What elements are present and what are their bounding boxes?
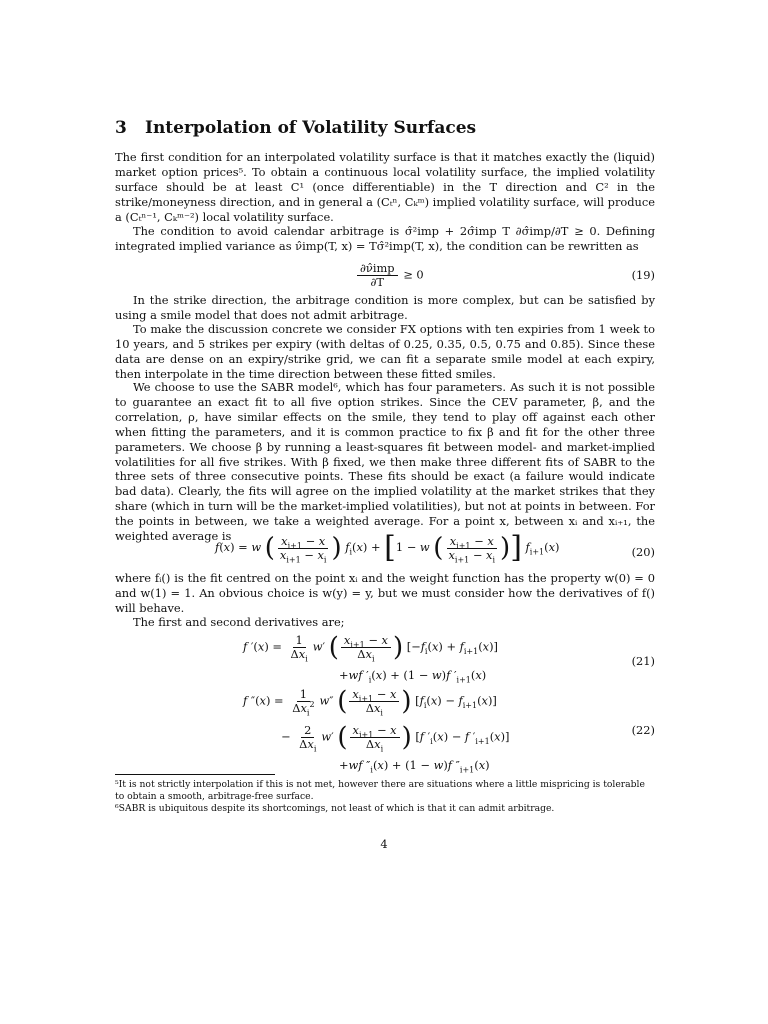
eq22-line-3: +wf $''_i(x) + (1 - w)f$ $''_{i+1}(x)$ bbox=[339, 758, 490, 775]
footnote-5: ⁵It is not strictly interpolation if this is not met, however there are situations where a little mispricing is tolerable to obtain a smooth, arbitrage-free surface. bbox=[115, 779, 645, 802]
paragraph-6: where fᵢ() is the fit centred on the point xᵢ and the weight function has the property w(0) = 0 and w(1) = 1. An obvious choice is w(y) = y, but we must consider how the derivatives of f() will behave. bbox=[115, 571, 655, 615]
eq19-rhs: ≥ 0 bbox=[403, 267, 424, 282]
eq22-line-1: f ″(x) = $\frac{1}{\Delta x_i^2}$ w″ ( $\frac{x_{i+1} - x}{\Delta x_i}$ ) $[f_i(x) - f_{i+1}(x)]$ bbox=[243, 686, 497, 718]
eq20-body: f(x) = w ( $\frac{x_{i+1} - x}{x_{i+1} - x_i}$ ) $f_i(x) + [1 - w$ ( $\frac{x_{i+1} - x}{x_{i+1} - x_i}$ )] $f_{i+1}(x)$ bbox=[215, 530, 560, 565]
equation-22 bbox=[115, 688, 655, 774]
paragraph-1: The first condition for an interpolated volatility surface is that it matches exactly the (liquid) market option prices⁵. To obtain a continuous local volatility surface, the implied volatility surface should be at least C¹ (once differentiable) in the T direction and C² in the strike/moneyness direction, and in general a (Cₜⁿ, Cₖᵐ) implied volatility surface, will produce a (Cₜⁿ⁻¹, Cₖᵐ⁻²) local volatility surface. bbox=[115, 150, 655, 224]
equation-number-22: (22) bbox=[631, 723, 655, 737]
footnote-6: ⁶SABR is ubiquitous despite its shortcomings, not least of which is that it can admit arbitrage. bbox=[115, 803, 555, 814]
paragraph-4: To make the discussion concrete we consider FX options with ten expiries from 1 week to 10 years, and 5 strikes per expiry (with deltas of 0.25, 0.35, 0.5, 0.75 and 0.85). Since these data are dense on an expiry/strike grid, we can fit a separate smile model at each expiry, then interpolate in the time direction between these fitted smiles. bbox=[115, 322, 655, 381]
eq21-line-1: f ′(x) = $\frac{1}{\Delta x_i}$ w′ ( $\frac{x_{i+1} - x}{\Delta x_i}$ ) $[-f_i(x) + f_{i+1}(x)]$ bbox=[243, 632, 498, 664]
eq22-line-2: − $\frac{2}{\Delta x_i}$ w′ ( $\frac{x_{i+1} - x}{\Delta x_i}$ ) [f $'_i(x) - f$ $'_{i+1}(x)$] bbox=[281, 722, 510, 754]
section-number: 3 bbox=[115, 118, 127, 138]
paragraph-5: We choose to use the SABR model⁶, which has four parameters. As such it is not possible to guarantee an exact fit to all five option strikes. Since the CEV parameter, β, and the correlation, ρ, have similar effects on the smile, they tend to play off against each other when fitting the parameters, and it is common practice to fix β and fit for the other three parameters. We choose β by running a least-squares fit between model- and market-implied volatilities for all five strikes. With β fixed, we then make three different fits of SABR to the three sets of three consecutive points. These fits should be exact (a failure would indicate bad data). Clearly, the fits will agree on the implied volatility at the market strikes that they share (which in turn will be the market-implied volatilities), but not at points in between. For the points in between, we take a weighted average. For a point x, between xᵢ and xᵢ₊₁, the weighted average is bbox=[115, 380, 655, 544]
eq19-numerator: ∂ν̂imp bbox=[357, 262, 398, 276]
equation-21 bbox=[115, 634, 655, 690]
equation-number-20: (20) bbox=[631, 545, 655, 559]
page-number: 4 bbox=[380, 837, 388, 851]
equation-number-19: (19) bbox=[631, 268, 655, 282]
equation-19 bbox=[115, 262, 655, 290]
equation-20 bbox=[115, 530, 655, 569]
equation-number-21: (21) bbox=[631, 654, 655, 668]
section-title: Interpolation of Volatility Surfaces bbox=[145, 118, 477, 138]
eq19-denominator: ∂T bbox=[370, 275, 385, 289]
paragraph-7: The first and second derivatives are; bbox=[133, 615, 345, 629]
paragraph-2: The condition to avoid calendar arbitrage is σ̂²imp + 2σ̂imp T ∂σ̂imp/∂T ≥ 0. Defining integrated implied variance as ν̂imp(T, x) = Tσ̂²imp(T, x), the condition can be rewritten as bbox=[115, 224, 655, 253]
footnote-rule bbox=[115, 774, 275, 775]
eq21-line-2: +wf $'_i(x) + (1 - w)f$ $'_{i+1}(x)$ bbox=[339, 668, 487, 685]
eq19-fraction bbox=[357, 262, 398, 289]
paragraph-3: In the strike direction, the arbitrage condition is more complex, but can be satisfied by using a smile model that does not admit arbitrage. bbox=[115, 293, 655, 322]
section-heading bbox=[115, 118, 655, 138]
